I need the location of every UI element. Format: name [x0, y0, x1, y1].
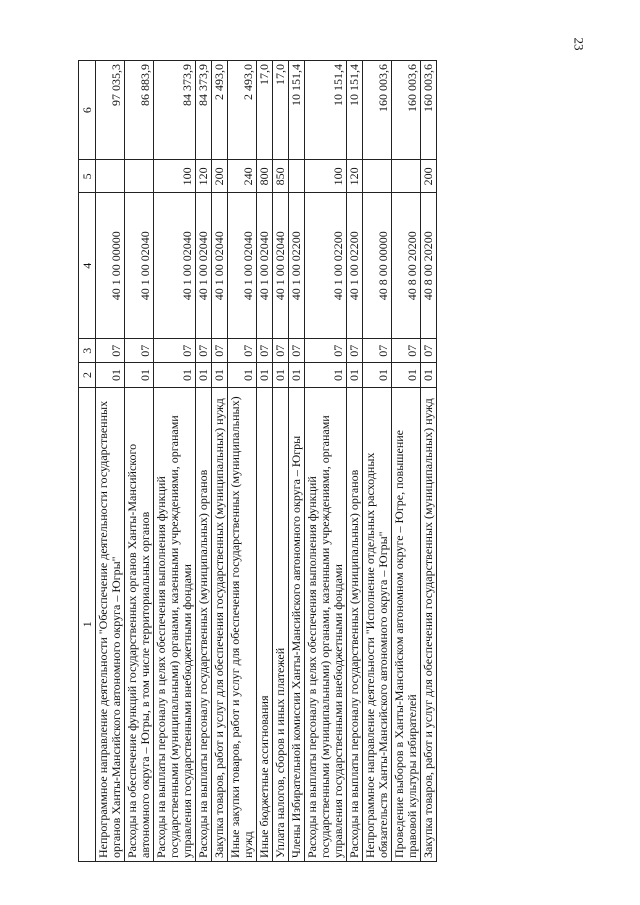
table-row	[273, 61, 289, 862]
row-code-cell: 120	[347, 160, 363, 193]
row-name-cell: Непрограммное направление деятельности "Исполнение отдельных расходных обязательств Ханты-Мансийского автономного округа – Югры"	[363, 387, 392, 861]
row-code-cell: 01	[228, 363, 257, 387]
table-body	[96, 61, 437, 862]
row-amount-cell: 10 151,4	[289, 61, 305, 160]
table-row	[257, 61, 273, 862]
row-code-cell: 07	[421, 339, 437, 363]
row-code-cell: 01	[347, 363, 363, 387]
header-col-1: 1	[79, 387, 96, 861]
row-code-cell	[289, 160, 305, 193]
row-amount-cell: 2 493,0	[212, 61, 228, 160]
table-row	[196, 61, 212, 862]
budget-table	[78, 60, 437, 862]
row-code-cell: 40 8 00 00000	[363, 193, 392, 339]
row-code-cell: 07	[363, 339, 392, 363]
table-header-row	[79, 61, 96, 862]
table-row	[347, 61, 363, 862]
row-name-cell: Иные бюджетные ассигнования	[257, 387, 273, 861]
row-code-cell: 01	[257, 363, 273, 387]
row-code-cell: 200	[212, 160, 228, 193]
row-code-cell	[363, 160, 392, 193]
row-amount-cell: 86 883,9	[125, 61, 154, 160]
table-row	[363, 61, 392, 862]
row-code-cell: 120	[196, 160, 212, 193]
row-code-cell: 01	[392, 363, 421, 387]
row-code-cell: 40 1 00 02200	[289, 193, 305, 339]
header-col-2: 2	[79, 363, 96, 387]
row-amount-cell: 17,0	[273, 61, 289, 160]
row-code-cell: 40 1 00 02040	[273, 193, 289, 339]
row-code-cell: 40 1 00 02040	[196, 193, 212, 339]
row-amount-cell: 160 003,6	[421, 61, 437, 160]
row-amount-cell: 160 003,6	[392, 61, 421, 160]
row-code-cell: 01	[421, 363, 437, 387]
table-row	[228, 61, 257, 862]
row-code-cell	[96, 160, 125, 193]
table-row	[125, 61, 154, 862]
row-name-cell: Закупка товаров, работ и услуг для обеспечения государственных (муниципальных) нужд	[421, 387, 437, 861]
row-code-cell: 100	[305, 160, 347, 193]
row-code-cell: 40 1 00 02040	[212, 193, 228, 339]
row-code-cell: 01	[289, 363, 305, 387]
table-row	[289, 61, 305, 862]
row-name-cell: Непрограммное направление деятельности "Обеспечение деятельности государственных органов Ханты-Мансийского автономного округа – Югры"	[96, 387, 125, 861]
row-code-cell	[125, 160, 154, 193]
row-code-cell: 07	[257, 339, 273, 363]
row-code-cell: 07	[125, 339, 154, 363]
rotated-table-container	[78, 60, 606, 862]
header-col-5: 5	[79, 160, 96, 193]
row-code-cell: 07	[289, 339, 305, 363]
row-code-cell: 01	[305, 363, 347, 387]
table-row	[96, 61, 125, 862]
row-code-cell: 100	[154, 160, 196, 193]
row-name-cell: Иные закупки товаров, работ и услуг для обеспечения государственных (муниципальных) нужд	[228, 387, 257, 861]
row-code-cell: 07	[305, 339, 347, 363]
row-amount-cell: 2 493,0	[228, 61, 257, 160]
row-name-cell: Расходы на выплаты персоналу государственных (муниципальных) органов	[196, 387, 212, 861]
header-col-3: 3	[79, 339, 96, 363]
header-col-6: 6	[79, 61, 96, 160]
row-code-cell: 01	[273, 363, 289, 387]
row-name-cell: Проведение выборов в Ханты-Мансийском автономном округе – Югре, повышение правовой культуры избирателей	[392, 387, 421, 861]
row-code-cell: 07	[392, 339, 421, 363]
row-code-cell: 07	[347, 339, 363, 363]
row-name-cell: Расходы на выплаты персоналу государственных (муниципальных) органов	[347, 387, 363, 861]
table-row	[421, 61, 437, 862]
row-name-cell: Расходы на выплаты персоналу в целях обеспечения выполнения функций государственными (муниципальными) органами, казенными учреждениями, органами управления государственными внебюджетными фондами	[305, 387, 347, 861]
row-code-cell: 07	[212, 339, 228, 363]
table-row	[392, 61, 421, 862]
row-amount-cell: 17,0	[257, 61, 273, 160]
row-code-cell: 40 1 00 02040	[257, 193, 273, 339]
table-row	[212, 61, 228, 862]
row-code-cell: 850	[273, 160, 289, 193]
row-name-cell: Закупка товаров, работ и услуг для обеспечения государственных (муниципальных) нужд	[212, 387, 228, 861]
row-code-cell: 40 1 00 02200	[347, 193, 363, 339]
row-code-cell: 01	[154, 363, 196, 387]
row-code-cell: 01	[363, 363, 392, 387]
row-code-cell: 07	[228, 339, 257, 363]
row-code-cell: 200	[421, 160, 437, 193]
table-row	[305, 61, 347, 862]
row-name-cell: Члены Избирательной комиссии Ханты-Мансийского автономного округа – Югры	[289, 387, 305, 861]
row-name-cell: Расходы на обеспечение функций государственных органов Ханты-Мансийского автономного округа – Югры, в том числе территориальных органов	[125, 387, 154, 861]
row-code-cell: 40 1 00 02040	[228, 193, 257, 339]
row-code-cell: 40 8 00 20200	[421, 193, 437, 339]
row-code-cell: 07	[96, 339, 125, 363]
row-amount-cell: 97 035,3	[96, 61, 125, 160]
header-col-4: 4	[79, 193, 96, 339]
row-code-cell: 07	[273, 339, 289, 363]
row-amount-cell: 10 151,4	[347, 61, 363, 160]
table-row	[154, 61, 196, 862]
row-name-cell: Расходы на выплаты персоналу в целях обеспечения выполнения функций государственными (муниципальными) органами, казенными учреждениями, органами управления государственными внебюджетными фондами	[154, 387, 196, 861]
row-amount-cell: 84 373,9	[196, 61, 212, 160]
row-code-cell: 01	[212, 363, 228, 387]
row-code-cell: 240	[228, 160, 257, 193]
row-code-cell: 07	[154, 339, 196, 363]
row-code-cell: 40 1 00 02200	[305, 193, 347, 339]
row-code-cell	[392, 160, 421, 193]
row-code-cell: 40 1 00 02040	[154, 193, 196, 339]
row-code-cell: 800	[257, 160, 273, 193]
row-code-cell: 01	[196, 363, 212, 387]
page-number: 23	[571, 37, 587, 51]
row-code-cell: 01	[125, 363, 154, 387]
row-name-cell: Уплата налогов, сборов и иных платежей	[273, 387, 289, 861]
row-amount-cell: 160 003,6	[363, 61, 392, 160]
row-code-cell: 01	[96, 363, 125, 387]
row-code-cell: 40 1 00 00000	[96, 193, 125, 339]
row-code-cell: 40 1 00 02040	[125, 193, 154, 339]
row-amount-cell: 84 373,9	[154, 61, 196, 160]
row-amount-cell: 10 151,4	[305, 61, 347, 160]
row-code-cell: 40 8 00 20200	[392, 193, 421, 339]
row-code-cell: 07	[196, 339, 212, 363]
